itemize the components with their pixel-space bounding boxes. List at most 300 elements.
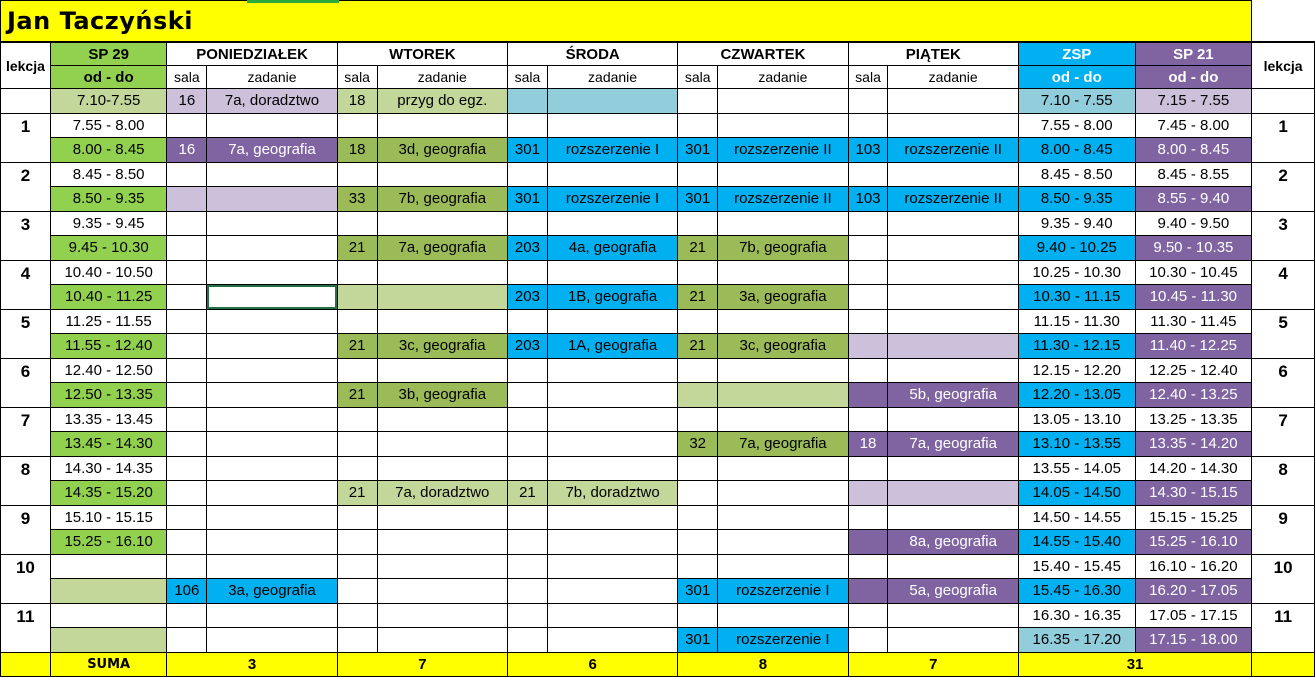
sala-tuesday[interactable] [337, 358, 377, 383]
lesson-number-right[interactable]: 5 [1252, 309, 1315, 358]
zsp-time[interactable]: 14.55 - 15.40 [1018, 530, 1135, 555]
zadanie-monday[interactable] [207, 383, 337, 408]
sala-friday[interactable] [848, 530, 888, 555]
sp21-time[interactable]: 16.20 - 17.05 [1135, 579, 1252, 604]
sala-friday[interactable] [848, 505, 888, 530]
sala-friday[interactable] [848, 579, 888, 604]
sum-monday[interactable]: 3 [167, 652, 337, 677]
sala-tuesday[interactable] [337, 628, 377, 653]
sala-friday[interactable] [848, 628, 888, 653]
day-header-thursday[interactable]: CZWARTEK [678, 43, 848, 66]
sala-tuesday[interactable]: 21 [337, 236, 377, 261]
zadanie-monday[interactable] [207, 407, 337, 432]
sp21-time[interactable]: 9.40 - 9.50 [1135, 211, 1252, 236]
zsp-time[interactable]: 16.30 - 16.35 [1018, 603, 1135, 628]
zadanie-thursday[interactable] [718, 530, 849, 555]
zadanie-tuesday[interactable] [377, 530, 507, 555]
sala-thursday[interactable]: 301 [678, 138, 718, 163]
sp29-time[interactable]: 7.10-7.55 [50, 89, 167, 114]
sala-monday[interactable] [167, 407, 207, 432]
sala-friday[interactable] [848, 407, 888, 432]
zadanie-friday[interactable] [888, 334, 1019, 359]
zsp-time[interactable]: 16.35 - 17.20 [1018, 628, 1135, 653]
sp21-time[interactable]: 17.15 - 18.00 [1135, 628, 1252, 653]
sala-thursday[interactable] [678, 554, 718, 579]
sp29-time[interactable]: 14.35 - 15.20 [50, 481, 167, 506]
zadanie-wednesday[interactable] [547, 530, 677, 555]
zadanie-thursday[interactable] [718, 358, 849, 383]
zadanie-friday[interactable]: 5b, geografia [888, 383, 1019, 408]
zadanie-tuesday[interactable]: 7b, geografia [377, 187, 507, 212]
sala-wednesday[interactable]: 301 [508, 187, 548, 212]
sala-tuesday[interactable] [337, 505, 377, 530]
sala-friday[interactable] [848, 358, 888, 383]
sala-friday[interactable] [848, 309, 888, 334]
zsp-time[interactable]: 14.50 - 14.55 [1018, 505, 1135, 530]
zsp-time[interactable]: 7.10 - 7.55 [1018, 89, 1135, 114]
sala-tuesday[interactable] [337, 211, 377, 236]
zadanie-wednesday[interactable] [547, 162, 677, 187]
sp29-time[interactable]: 7.55 - 8.00 [50, 113, 167, 138]
sala-tuesday[interactable] [337, 603, 377, 628]
zadanie-monday[interactable] [207, 481, 337, 506]
sp21-time[interactable]: 12.40 - 13.25 [1135, 383, 1252, 408]
zadanie-friday[interactable] [888, 260, 1019, 285]
zadanie-tuesday[interactable] [377, 456, 507, 481]
day-header-monday[interactable]: PONIEDZIAŁEK [167, 43, 337, 66]
zadanie-wednesday[interactable]: 1A, geografia [547, 334, 677, 359]
zadanie-tuesday[interactable]: 7a, doradztwo [377, 481, 507, 506]
sp21-time[interactable]: 10.30 - 10.45 [1135, 260, 1252, 285]
sala-friday[interactable] [848, 481, 888, 506]
sp29-time[interactable] [50, 554, 167, 579]
sp21-time[interactable]: 9.50 - 10.35 [1135, 236, 1252, 261]
sp21-time[interactable]: 12.25 - 12.40 [1135, 358, 1252, 383]
zadanie-thursday[interactable]: 7b, geografia [718, 236, 849, 261]
sala-monday[interactable] [167, 236, 207, 261]
sp21-time[interactable]: 11.30 - 11.45 [1135, 309, 1252, 334]
sala-monday[interactable] [167, 358, 207, 383]
sala-tuesday[interactable]: 21 [337, 334, 377, 359]
sala-friday[interactable] [848, 260, 888, 285]
sala-monday[interactable] [167, 211, 207, 236]
sala-wednesday[interactable] [508, 603, 548, 628]
lesson-number-right[interactable]: 3 [1252, 211, 1315, 260]
sala-header[interactable]: sala [678, 66, 718, 89]
zadanie-tuesday[interactable] [377, 309, 507, 334]
sp29-time[interactable]: 11.55 - 12.40 [50, 334, 167, 359]
zadanie-thursday[interactable] [718, 211, 849, 236]
sala-monday[interactable] [167, 162, 207, 187]
zsp-time[interactable]: 13.10 - 13.55 [1018, 432, 1135, 457]
sala-monday[interactable] [167, 334, 207, 359]
lesson-number-left[interactable]: 6 [1, 358, 51, 407]
zadanie-tuesday[interactable]: 3d, geografia [377, 138, 507, 163]
zadanie-thursday[interactable]: rozszerzenie I [718, 579, 849, 604]
sala-header[interactable]: sala [167, 66, 207, 89]
zadanie-monday[interactable] [207, 187, 337, 212]
zadanie-header[interactable]: zadanie [718, 66, 849, 89]
zadanie-monday[interactable] [207, 260, 337, 285]
zadanie-wednesday[interactable] [547, 89, 677, 114]
zadanie-thursday[interactable]: rozszerzenie I [718, 628, 849, 653]
zadanie-friday[interactable] [888, 309, 1019, 334]
sala-friday[interactable] [848, 113, 888, 138]
sp29-time[interactable]: 8.50 - 9.35 [50, 187, 167, 212]
zadanie-friday[interactable] [888, 603, 1019, 628]
sum-tuesday[interactable]: 7 [337, 652, 507, 677]
lesson-number-right[interactable]: 11 [1252, 603, 1315, 652]
zadanie-thursday[interactable] [718, 89, 849, 114]
zsp-time[interactable]: 12.15 - 12.20 [1018, 358, 1135, 383]
zadanie-monday[interactable]: 7a, doradztwo [207, 89, 337, 114]
sala-wednesday[interactable] [508, 628, 548, 653]
sp21-time[interactable]: 15.15 - 15.25 [1135, 505, 1252, 530]
zsp-time[interactable]: 12.20 - 13.05 [1018, 383, 1135, 408]
zadanie-monday[interactable] [207, 358, 337, 383]
lesson-number-right[interactable]: 2 [1252, 162, 1315, 211]
zadanie-friday[interactable] [888, 236, 1019, 261]
sp21-time[interactable]: 13.25 - 13.35 [1135, 407, 1252, 432]
sala-thursday[interactable]: 301 [678, 579, 718, 604]
sala-wednesday[interactable] [508, 309, 548, 334]
sp29-time[interactable] [50, 628, 167, 653]
sala-thursday[interactable] [678, 456, 718, 481]
zadanie-friday[interactable] [888, 505, 1019, 530]
sp21-time[interactable]: 16.10 - 16.20 [1135, 554, 1252, 579]
zadanie-wednesday[interactable] [547, 603, 677, 628]
sala-thursday[interactable]: 32 [678, 432, 718, 457]
sum-total[interactable]: 31 [1018, 652, 1251, 677]
sala-monday[interactable] [167, 285, 207, 310]
zadanie-wednesday[interactable] [547, 505, 677, 530]
sp21-time[interactable]: 7.45 - 8.00 [1135, 113, 1252, 138]
sala-thursday[interactable] [678, 260, 718, 285]
zsp-time[interactable]: 13.55 - 14.05 [1018, 456, 1135, 481]
sala-monday[interactable] [167, 554, 207, 579]
zadanie-thursday[interactable] [718, 407, 849, 432]
zadanie-friday[interactable] [888, 285, 1019, 310]
zadanie-monday[interactable] [207, 285, 337, 310]
zadanie-tuesday[interactable] [377, 211, 507, 236]
sala-friday[interactable] [848, 603, 888, 628]
sala-wednesday[interactable] [508, 113, 548, 138]
zadanie-wednesday[interactable]: rozszerzenie I [547, 187, 677, 212]
sala-tuesday[interactable]: 21 [337, 481, 377, 506]
sala-wednesday[interactable]: 21 [508, 481, 548, 506]
sala-tuesday[interactable] [337, 530, 377, 555]
zsp-time[interactable]: 8.00 - 8.45 [1018, 138, 1135, 163]
sala-wednesday[interactable]: 203 [508, 236, 548, 261]
zadanie-tuesday[interactable] [377, 285, 507, 310]
sala-monday[interactable] [167, 628, 207, 653]
zadanie-friday[interactable]: rozszerzenie II [888, 187, 1019, 212]
zadanie-header[interactable]: zadanie [547, 66, 677, 89]
zadanie-thursday[interactable]: 3c, geografia [718, 334, 849, 359]
sala-thursday[interactable] [678, 505, 718, 530]
sp21-time[interactable]: 17.05 - 17.15 [1135, 603, 1252, 628]
sala-thursday[interactable]: 21 [678, 334, 718, 359]
zadanie-header[interactable]: zadanie [377, 66, 507, 89]
sala-header[interactable]: sala [848, 66, 888, 89]
lesson-number-right[interactable]: 9 [1252, 505, 1315, 554]
sp29-time[interactable] [50, 579, 167, 604]
sala-friday[interactable]: 18 [848, 432, 888, 457]
sala-header[interactable]: sala [337, 66, 377, 89]
sala-tuesday[interactable] [337, 456, 377, 481]
sp29-time[interactable]: 12.50 - 13.35 [50, 383, 167, 408]
sp29-time[interactable] [50, 603, 167, 628]
zsp-header[interactable]: ZSP [1018, 43, 1135, 66]
zadanie-wednesday[interactable] [547, 260, 677, 285]
zsp-time[interactable]: 11.15 - 11.30 [1018, 309, 1135, 334]
sala-thursday[interactable]: 301 [678, 187, 718, 212]
lesson-number-left[interactable]: 11 [1, 603, 51, 652]
zadanie-friday[interactable] [888, 554, 1019, 579]
zadanie-friday[interactable] [888, 113, 1019, 138]
zadanie-friday[interactable] [888, 211, 1019, 236]
sala-wednesday[interactable] [508, 554, 548, 579]
zadanie-tuesday[interactable] [377, 407, 507, 432]
sala-thursday[interactable] [678, 383, 718, 408]
zadanie-tuesday[interactable] [377, 603, 507, 628]
zadanie-thursday[interactable]: rozszerzenie II [718, 138, 849, 163]
sala-wednesday[interactable] [508, 432, 548, 457]
lesson-number-right[interactable] [1252, 89, 1315, 114]
lesson-number-left[interactable]: 4 [1, 260, 51, 309]
sala-tuesday[interactable]: 18 [337, 89, 377, 114]
zadanie-thursday[interactable]: rozszerzenie II [718, 187, 849, 212]
zadanie-tuesday[interactable]: 3b, geografia [377, 383, 507, 408]
zadanie-thursday[interactable] [718, 162, 849, 187]
sala-monday[interactable] [167, 530, 207, 555]
zsp-time[interactable]: 9.35 - 9.40 [1018, 211, 1135, 236]
sp21-time[interactable]: 10.45 - 11.30 [1135, 285, 1252, 310]
sala-thursday[interactable] [678, 211, 718, 236]
lesson-number-right[interactable]: 10 [1252, 554, 1315, 603]
sala-tuesday[interactable] [337, 285, 377, 310]
zadanie-wednesday[interactable] [547, 309, 677, 334]
sala-tuesday[interactable] [337, 113, 377, 138]
zadanie-wednesday[interactable] [547, 628, 677, 653]
zadanie-wednesday[interactable] [547, 211, 677, 236]
sala-monday[interactable] [167, 383, 207, 408]
zadanie-thursday[interactable] [718, 481, 849, 506]
sala-wednesday[interactable] [508, 358, 548, 383]
lesson-number-left[interactable]: 8 [1, 456, 51, 505]
sala-friday[interactable] [848, 211, 888, 236]
sala-wednesday[interactable] [508, 162, 548, 187]
zsp-time[interactable]: 14.05 - 14.50 [1018, 481, 1135, 506]
zadanie-monday[interactable] [207, 505, 337, 530]
lesson-number-left[interactable]: 3 [1, 211, 51, 260]
zsp-time[interactable]: 15.45 - 16.30 [1018, 579, 1135, 604]
zadanie-header[interactable]: zadanie [207, 66, 337, 89]
sp29-time[interactable]: 12.40 - 12.50 [50, 358, 167, 383]
zadanie-friday[interactable] [888, 162, 1019, 187]
zadanie-thursday[interactable]: 3a, geografia [718, 285, 849, 310]
sala-monday[interactable]: 16 [167, 89, 207, 114]
zadanie-thursday[interactable] [718, 113, 849, 138]
day-header-friday[interactable]: PIĄTEK [848, 43, 1018, 66]
zadanie-tuesday[interactable] [377, 432, 507, 457]
sala-friday[interactable] [848, 383, 888, 408]
sp21-time[interactable]: 15.25 - 16.10 [1135, 530, 1252, 555]
sala-wednesday[interactable] [508, 505, 548, 530]
lekcja-header-right[interactable]: lekcja [1252, 43, 1315, 89]
zadanie-friday[interactable]: 7a, geografia [888, 432, 1019, 457]
sum-label[interactable]: SUMA [50, 652, 167, 677]
sala-tuesday[interactable]: 18 [337, 138, 377, 163]
zadanie-tuesday[interactable] [377, 260, 507, 285]
sala-wednesday[interactable]: 301 [508, 138, 548, 163]
sala-monday[interactable]: 16 [167, 138, 207, 163]
lesson-number-left[interactable] [1, 89, 51, 114]
sp29-time[interactable]: 9.35 - 9.45 [50, 211, 167, 236]
sala-friday[interactable] [848, 554, 888, 579]
sp21-time[interactable]: 7.15 - 7.55 [1135, 89, 1252, 114]
zadanie-wednesday[interactable]: 1B, geografia [547, 285, 677, 310]
sala-tuesday[interactable] [337, 260, 377, 285]
sp21-time[interactable]: 14.30 - 15.15 [1135, 481, 1252, 506]
day-header-wednesday[interactable]: ŚRODA [508, 43, 678, 66]
zsp-time[interactable]: 13.05 - 13.10 [1018, 407, 1135, 432]
sala-wednesday[interactable] [508, 211, 548, 236]
sala-wednesday[interactable] [508, 407, 548, 432]
zadanie-tuesday[interactable] [377, 162, 507, 187]
zadanie-thursday[interactable] [718, 383, 849, 408]
lesson-number-left[interactable]: 2 [1, 162, 51, 211]
zadanie-wednesday[interactable] [547, 113, 677, 138]
sala-monday[interactable] [167, 505, 207, 530]
lesson-number-left[interactable]: 1 [1, 113, 51, 162]
sala-tuesday[interactable] [337, 162, 377, 187]
sp29-time[interactable]: 9.45 - 10.30 [50, 236, 167, 261]
sala-tuesday[interactable] [337, 579, 377, 604]
zsp-od-do[interactable]: od - do [1018, 66, 1135, 89]
zadanie-thursday[interactable] [718, 505, 849, 530]
sala-wednesday[interactable]: 203 [508, 334, 548, 359]
sala-friday[interactable] [848, 456, 888, 481]
zadanie-wednesday[interactable] [547, 358, 677, 383]
sp21-od-do[interactable]: od - do [1135, 66, 1252, 89]
zadanie-thursday[interactable] [718, 456, 849, 481]
lesson-number-left[interactable]: 9 [1, 505, 51, 554]
zadanie-tuesday[interactable] [377, 358, 507, 383]
zadanie-thursday[interactable] [718, 260, 849, 285]
sp21-time[interactable]: 11.40 - 12.25 [1135, 334, 1252, 359]
zadanie-wednesday[interactable] [547, 407, 677, 432]
lesson-number-right[interactable]: 4 [1252, 260, 1315, 309]
zadanie-wednesday[interactable]: 4a, geografia [547, 236, 677, 261]
lekcja-header-left[interactable]: lekcja [1, 43, 51, 89]
zsp-time[interactable]: 8.50 - 9.35 [1018, 187, 1135, 212]
zadanie-thursday[interactable] [718, 309, 849, 334]
sum-cell[interactable] [1, 652, 51, 677]
zadanie-thursday[interactable]: 7a, geografia [718, 432, 849, 457]
zadanie-tuesday[interactable] [377, 554, 507, 579]
sala-friday[interactable] [848, 285, 888, 310]
sala-monday[interactable] [167, 481, 207, 506]
lesson-number-right[interactable]: 6 [1252, 358, 1315, 407]
sp29-od-do[interactable]: od - do [50, 66, 167, 89]
zadanie-tuesday[interactable]: przyg do egz. [377, 89, 507, 114]
sp29-header[interactable]: SP 29 [50, 43, 167, 66]
sala-monday[interactable] [167, 113, 207, 138]
zadanie-wednesday[interactable] [547, 432, 677, 457]
sala-monday[interactable] [167, 456, 207, 481]
sp29-time[interactable]: 13.45 - 14.30 [50, 432, 167, 457]
zadanie-monday[interactable] [207, 211, 337, 236]
zadanie-wednesday[interactable] [547, 456, 677, 481]
zadanie-tuesday[interactable] [377, 505, 507, 530]
sala-monday[interactable] [167, 309, 207, 334]
sala-friday[interactable] [848, 334, 888, 359]
lesson-number-left[interactable]: 7 [1, 407, 51, 456]
zadanie-tuesday[interactable] [377, 579, 507, 604]
zsp-time[interactable]: 10.25 - 10.30 [1018, 260, 1135, 285]
zsp-time[interactable]: 9.40 - 10.25 [1018, 236, 1135, 261]
sala-tuesday[interactable] [337, 309, 377, 334]
zadanie-monday[interactable]: 7a, geografia [207, 138, 337, 163]
zadanie-tuesday[interactable] [377, 628, 507, 653]
zadanie-wednesday[interactable]: 7b, doradztwo [547, 481, 677, 506]
sum-wednesday[interactable]: 6 [508, 652, 678, 677]
sala-monday[interactable] [167, 603, 207, 628]
zadanie-monday[interactable] [207, 162, 337, 187]
zadanie-tuesday[interactable]: 3c, geografia [377, 334, 507, 359]
zadanie-friday[interactable] [888, 628, 1019, 653]
sp21-time[interactable]: 8.00 - 8.45 [1135, 138, 1252, 163]
sp29-time[interactable]: 10.40 - 10.50 [50, 260, 167, 285]
sp29-time[interactable]: 8.00 - 8.45 [50, 138, 167, 163]
zadanie-wednesday[interactable] [547, 383, 677, 408]
zadanie-monday[interactable] [207, 113, 337, 138]
sala-thursday[interactable] [678, 603, 718, 628]
sp21-header[interactable]: SP 21 [1135, 43, 1252, 66]
zadanie-monday[interactable] [207, 628, 337, 653]
sala-wednesday[interactable]: 203 [508, 285, 548, 310]
sala-monday[interactable]: 106 [167, 579, 207, 604]
zadanie-wednesday[interactable] [547, 554, 677, 579]
sala-tuesday[interactable] [337, 554, 377, 579]
zadanie-header[interactable]: zadanie [888, 66, 1019, 89]
zsp-time[interactable]: 8.45 - 8.50 [1018, 162, 1135, 187]
sala-friday[interactable] [848, 89, 888, 114]
sp21-time[interactable]: 8.55 - 9.40 [1135, 187, 1252, 212]
zadanie-monday[interactable] [207, 603, 337, 628]
sala-wednesday[interactable] [508, 260, 548, 285]
zadanie-monday[interactable] [207, 554, 337, 579]
sala-wednesday[interactable] [508, 579, 548, 604]
sala-friday[interactable]: 103 [848, 138, 888, 163]
zadanie-friday[interactable]: rozszerzenie II [888, 138, 1019, 163]
sala-monday[interactable] [167, 260, 207, 285]
lesson-number-right[interactable]: 8 [1252, 456, 1315, 505]
sum-cell[interactable] [1252, 652, 1315, 677]
sum-friday[interactable]: 7 [848, 652, 1018, 677]
zsp-time[interactable]: 15.40 - 15.45 [1018, 554, 1135, 579]
sala-tuesday[interactable] [337, 407, 377, 432]
sala-wednesday[interactable] [508, 530, 548, 555]
sp29-time[interactable]: 11.25 - 11.55 [50, 309, 167, 334]
day-header-tuesday[interactable]: WTOREK [337, 43, 507, 66]
sp29-time[interactable]: 8.45 - 8.50 [50, 162, 167, 187]
sp29-time[interactable]: 10.40 - 11.25 [50, 285, 167, 310]
sum-thursday[interactable]: 8 [678, 652, 848, 677]
zadanie-wednesday[interactable]: rozszerzenie I [547, 138, 677, 163]
zadanie-friday[interactable] [888, 456, 1019, 481]
